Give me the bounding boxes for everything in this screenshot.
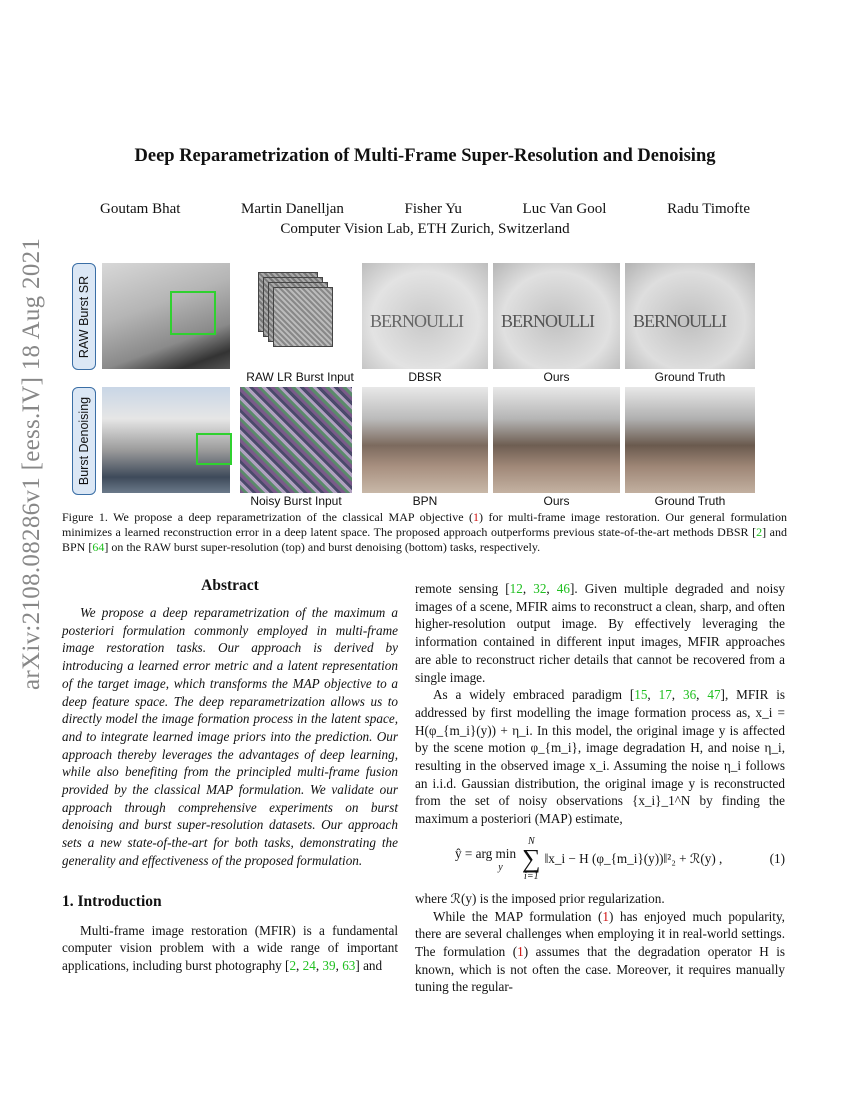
crop-box	[170, 291, 216, 335]
row-label-burst-sr: RAW Burst SR	[72, 263, 96, 370]
figure-label: Noisy Burst Input	[250, 494, 342, 508]
citation-link[interactable]: 2	[289, 957, 297, 973]
left-column	[62, 576, 398, 975]
burst-sr-scene-image	[102, 263, 230, 369]
paragraph	[415, 580, 785, 686]
abstract-text: We propose a deep reparametrization of the maximum a posteriori formulation commonly employed in multi-frame image restoration tasks. Our approach is derived by introducing a learned error metric and a latent representation of the target image, which transforms the MAP objective to a deep feature space. The deep reparametrization allows us to directly model the image formation process in the latent space, and to integrate learned image priors into the prediction. Our approach thereby leverages the advantages of deep learning, while also benefiting from the principled multi-frame fusion provided by the classical MAP formulation. We validate our approach through comprehensive experiments on burst denoising and burst super-resolution datasets. Our approach sets a new state-of-the-art for both tasks, demonstrating the generality and effectiveness of the proposed formulation.	[62, 605, 398, 868]
paragraph	[415, 686, 785, 828]
text-run: ] and BPN [	[62, 525, 787, 554]
text-run: ,	[522, 581, 534, 596]
ground-truth-sr-image	[625, 263, 755, 369]
author: Radu Timofte	[667, 201, 750, 217]
sum-symbol: ∑	[522, 843, 541, 873]
introduction-section	[62, 892, 398, 975]
paragraph	[415, 890, 785, 908]
citation-link[interactable]: 2	[756, 525, 763, 539]
text-run: ) has enjoyed much popularity, there are several challenges when employing it in real-world settings. The formulation (	[415, 908, 785, 959]
text-run: ,	[696, 687, 708, 703]
text-run: where ℛ(y) is the imposed prior regularization.	[415, 890, 665, 906]
text-run: As a widely embraced paradigm [	[433, 687, 635, 703]
figure-label: Ours	[543, 370, 570, 384]
equation-sum	[522, 836, 541, 882]
author: Luc Van Gool	[522, 201, 607, 217]
figure-label: RAW LR Burst Input	[246, 370, 354, 384]
raw-burst-stack-image	[258, 272, 328, 342]
equation-argmin-sub: y	[498, 861, 503, 873]
equation-lhs: ŷ = arg min	[455, 845, 517, 861]
text-run: Multi-frame image restoration (MFIR) is a fundamental computer vision problem with a wide range of important applications, including burst photography [	[62, 922, 398, 973]
paragraph	[62, 922, 398, 975]
sum-upper: N	[527, 835, 535, 847]
row-label-burst-denoising: Burst Denoising	[72, 387, 96, 495]
figure-caption	[62, 510, 787, 555]
citation-link[interactable]: 17	[658, 687, 672, 703]
citation-link[interactable]: 47	[707, 687, 721, 703]
figure-label: BPN	[412, 494, 438, 508]
equation-reference-link[interactable]: 1	[602, 908, 609, 924]
ours-sr-result-image	[493, 263, 620, 369]
citation-link[interactable]: 64	[92, 540, 105, 554]
citation-link[interactable]: 32	[533, 581, 547, 596]
author: Martin Danelljan	[241, 201, 344, 217]
sum-lower: i=1	[524, 870, 539, 882]
abstract-heading: Abstract	[201, 577, 259, 594]
text-run: While the MAP formulation (	[433, 908, 603, 924]
text-run: ,	[315, 957, 323, 973]
ours-denoising-result-image	[493, 387, 620, 493]
bpn-result-image	[362, 387, 488, 493]
dbsr-result-image	[362, 263, 488, 369]
affiliation: Computer Vision Lab, ETH Zurich, Switzerland	[280, 221, 570, 237]
ground-truth-denoising-image	[625, 387, 755, 493]
arxiv-identifier: arXiv:2108.08286v1 [eess.IV] 18 Aug 2021	[18, 237, 45, 690]
sign-text: BERNOULLI	[501, 311, 594, 331]
introduction-heading: 1. Introduction	[62, 892, 162, 910]
citation-link[interactable]: 15	[634, 687, 648, 703]
citation-link[interactable]: 63	[342, 957, 356, 973]
text-run: remote sensing [	[415, 581, 510, 596]
citation-link[interactable]: 46	[556, 581, 570, 596]
equation-1	[415, 836, 785, 882]
figure-label: Ours	[543, 494, 570, 508]
abstract-section	[62, 576, 398, 870]
author: Goutam Bhat	[100, 201, 181, 217]
author-list	[100, 201, 750, 218]
citation-link[interactable]: 24	[302, 957, 316, 973]
sign-text: BERNOULLI	[633, 311, 726, 331]
equation-reference-link[interactable]: 1	[517, 943, 524, 959]
text-run: ,	[335, 957, 343, 973]
equation-reference-link[interactable]: 1	[473, 510, 480, 524]
crop-box	[196, 433, 232, 465]
figure-label: Ground Truth	[654, 494, 726, 508]
author: Fisher Yu	[404, 201, 462, 217]
equation-argmin	[455, 845, 516, 873]
text-run: ] and	[355, 957, 383, 973]
equation-number: (1)	[769, 851, 785, 867]
sign-text: BERNOULLI	[370, 311, 463, 331]
burst-denoising-scene-image	[102, 387, 230, 493]
text-run: ) assumes that the degradation operator H is known, which is not often the case. Moreover, it requires manually tuning the regular-	[415, 943, 786, 995]
paragraph	[415, 908, 785, 997]
citation-link[interactable]: 36	[682, 687, 697, 703]
text-run: Figure 1. We propose a deep reparametrization of the classical MAP objective (	[62, 510, 474, 524]
noisy-burst-input-image	[240, 387, 352, 493]
paper-title: Deep Reparametrization of Multi-Frame Super-Resolution and Denoising	[134, 146, 716, 166]
text-run: ) for multi-frame image restoration. Our general formulation minimizes a learned reconstruction error in a deep latent space. The proposed approach outperforms previous state-of-the-art methods DBSR [	[62, 510, 787, 539]
text-run: ]. Given multiple degraded and noisy images of a scene, MFIR aims to reconstruct a clean, sharp, and often higher-resolution output image. By effectively leveraging the information contained in different input images, MFIR approaches are able to reconstruct richer details that cannot be recovered from a single image.	[415, 581, 786, 685]
text-run: ,	[671, 687, 683, 703]
equation-body: ‖x_i − H (φ_{m_i}(y))‖²₂ + ℛ(y) ,	[544, 851, 723, 867]
text-run: ,	[546, 581, 557, 596]
text-run: ] on the RAW burst super-resolution (top) and burst denoising (bottom) tasks, respectively.	[104, 540, 541, 554]
text-run: ], MFIR is addressed by first modelling the image formation process as, x_i = H(φ_{m_i}(y)) + η_i. In this model, the original image y is affected by the scene motion φ_{m_i}, image degradation H, and noise η_i, resulting in the observed image x_i. Assuming the noise η_i follows an i.i.d. Gaussian distribution, the original image y is reconstructed from the set of noisy observations {x_i}_1^N by finding the maximum a posteriori (MAP) estimate,	[415, 687, 786, 827]
figure-label: Ground Truth	[654, 370, 726, 384]
figure-label: DBSR	[408, 370, 442, 384]
citation-link[interactable]: 12	[509, 581, 523, 596]
text-run: ,	[296, 957, 303, 973]
citation-link[interactable]: 39	[322, 957, 336, 973]
text-run: ,	[647, 687, 659, 703]
right-column	[415, 580, 785, 996]
